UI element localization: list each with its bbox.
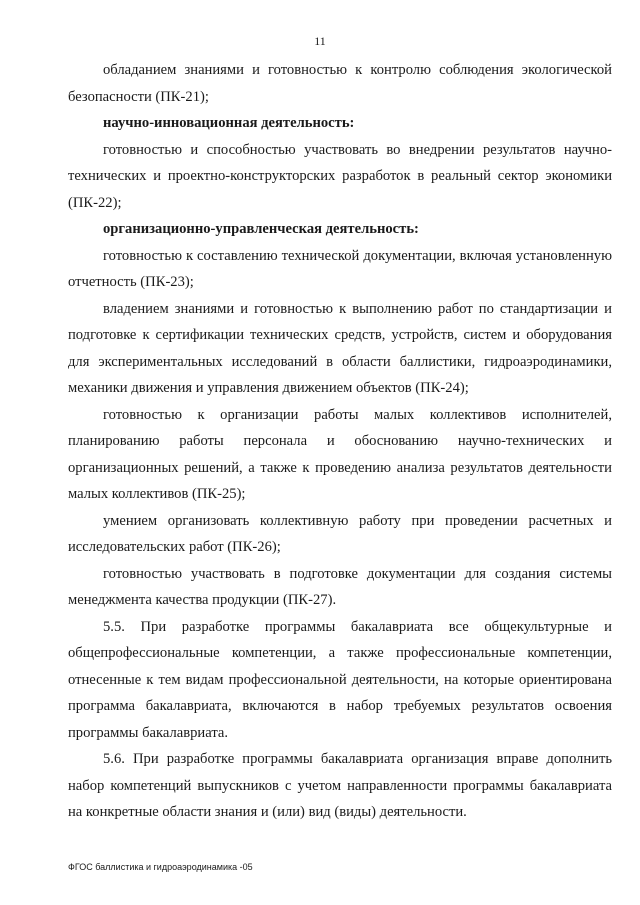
competency-pk24: владением знаниями и готовностью к выполнению работ по стандартизации и подготовке к сертификации технических средств, устройств, систем и оборудования для экспериментальных исследований в области баллистики, гидроаэродинамики, механики движения и управления движением объектов (ПК-24); [68, 300, 612, 396]
document-body [68, 57, 612, 826]
competency-pk26: умением организовать коллективную работу при проведении расчетных и исследовательских работ (ПК-26); [68, 512, 612, 555]
competency-pk25: готовностью к организации работы малых коллективов исполнителей, планированию работы персонала и обоснованию научно-технических и организационных решений, а также к проведению анализа результатов деятельности малых коллективов (ПК-25); [68, 406, 612, 502]
competency-pk23: готовностью к составлению технической документации, включая установленную отчетность (ПК-23); [68, 247, 612, 290]
competency-pk27: готовностью участвовать в подготовке документации для создания системы менеджмента качества продукции (ПК-27). [68, 565, 612, 608]
page-footer: ФГОС баллистика и гидроаэродинамика -05 [68, 862, 253, 872]
clause-5-6: 5.6. При разработке программы бакалавриата организация вправе дополнить набор компетенций выпускников с учетом направленности программы бакалавриата на конкретные области знания и (или) вид (виды) деятельности. [68, 751, 612, 820]
competency-pk22: готовностью и способностью участвовать во внедрении результатов научно-технических и проектно-конструкторских разработок в реальный сектор экономики (ПК-22); [68, 141, 612, 211]
competency-pk21: обладанием знаниями и готовностью к контролю соблюдения экологической безопасности (ПК-21); [68, 62, 612, 105]
clause-5-5: 5.5. При разработке программы бакалавриата все общекультурные и общепрофессиональные компетенции, а также профессиональные компетенции, отнесенные к тем видам профессиональной деятельности, на которые ориентирована программа бакалавриата, включаются в набор требуемых результатов освоения программы бакалавриата. [68, 618, 612, 741]
page-number: 11 [314, 34, 326, 48]
section-heading-research: научно-инновационная деятельность: [103, 115, 355, 131]
section-heading-management: организационно-управленческая деятельность: [103, 221, 419, 237]
